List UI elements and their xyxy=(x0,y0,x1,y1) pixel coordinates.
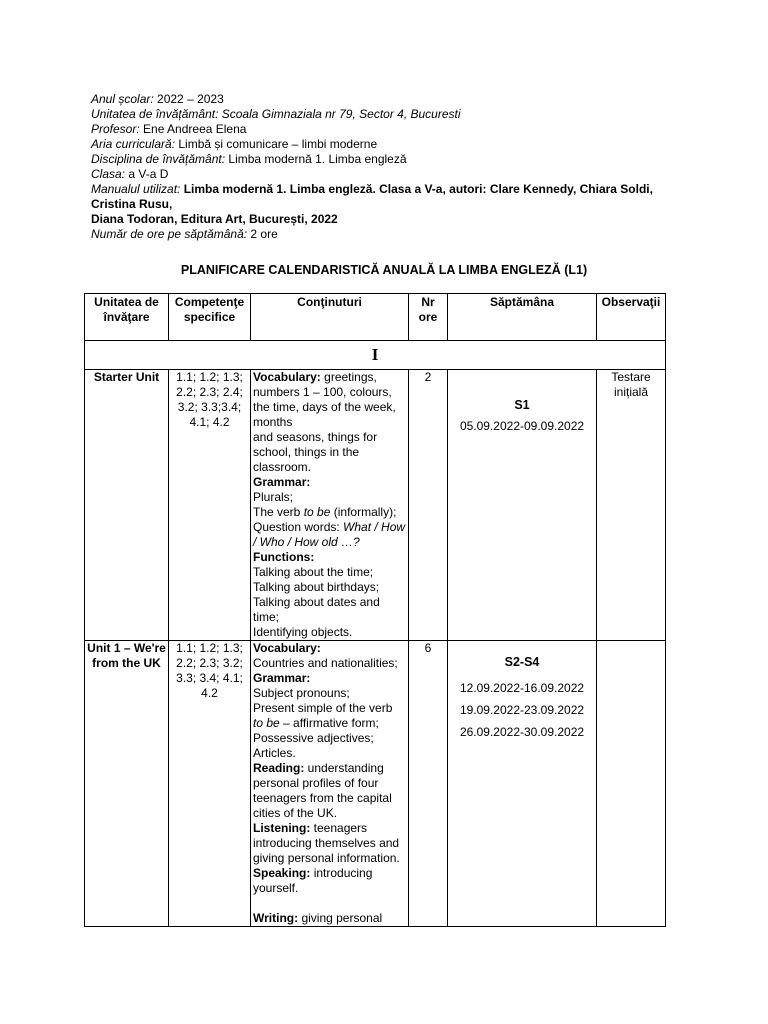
contents-cell: Vocabulary: greetings, numbers 1 – 100, colours, the time, days of the week, months and seasons, things for school, things in the classroom. Grammar: Plurals; The verb to be (informally); Question words: What / How / Who / How old …? Functions: Talking about the time; Talking about birthdays; Talking about dates and time; Identifying objects. xyxy=(251,370,409,641)
meta-discipline: Disciplina de învățământ: Limba modernă 1. Limba engleză xyxy=(91,152,407,166)
week-date: 05.09.2022-09.09.2022 xyxy=(459,419,585,433)
week-label: S2-S4 xyxy=(504,655,540,669)
header-hours: Nr ore xyxy=(409,294,448,341)
unit-name: Unit 1 – We're from the UK xyxy=(85,641,169,927)
meta-textbook-publisher: Diana Todoran, Editura Art, București, 2022 xyxy=(91,212,338,226)
week-date: 19.09.2022-23.09.2022 xyxy=(459,703,585,717)
meta-school-year: Anul școlar: 2022 – 2023 xyxy=(91,92,224,106)
table-row xyxy=(85,370,666,641)
document-metadata xyxy=(91,92,701,242)
meta-teacher: Profesor: Ene Andreea Elena xyxy=(91,122,247,136)
meta-school-unit: Unitatea de învățământ: Scoala Gimnaziala nr 79, Sector 4, Bucuresti xyxy=(91,107,461,121)
semester-row xyxy=(85,341,666,370)
header-unit: Unitatea de învăţare xyxy=(85,294,169,341)
week-date: 26.09.2022-30.09.2022 xyxy=(459,725,585,739)
observations-cell: Testare inițială xyxy=(597,370,666,641)
header-competences: Competenţe specifice xyxy=(169,294,251,341)
header-observations: Observaţii xyxy=(597,294,666,341)
week-date: 12.09.2022-16.09.2022 xyxy=(459,681,585,695)
table-header-row xyxy=(85,294,666,341)
meta-textbook-authors: Cristina Rusu, xyxy=(91,197,173,211)
planning-table xyxy=(84,293,666,927)
observations-cell xyxy=(597,641,666,927)
semester-label: I xyxy=(85,341,666,370)
contents-cell: Vocabulary: Countries and nationalities; Grammar: Subject pronouns; Present simple of the verb to be – affirmative form; Possessive adjectives; Articles. Reading: understanding personal profiles of four teenagers from the capital cities of the UK. Listening: teenagers introducing themselves and giving personal information. Speaking: introducing yourself. Writing: giving personal xyxy=(251,641,409,927)
meta-hours-per-week: Număr de ore pe săptămână: 2 ore xyxy=(91,227,278,241)
unit-name: Starter Unit xyxy=(85,370,169,641)
meta-textbook: Manualul utilizat: Limba modernă 1. Limba engleză. Clasa a V-a, autori: Clare Kennedy, Chiara Soldi, xyxy=(91,182,653,196)
competences-cell: 1.1; 1.2; 1.3; 2.2; 2.3; 2.4; 3.2; 3.3;3.4; 4.1; 4.2 xyxy=(169,370,251,641)
week-cell xyxy=(448,370,597,641)
table-row xyxy=(85,641,666,927)
header-week: Săptămâna xyxy=(448,294,597,341)
header-contents: Conţinuturi xyxy=(251,294,409,341)
hours-cell: 2 xyxy=(409,370,448,641)
meta-class: Clasa: a V-a D xyxy=(91,167,169,181)
hours-cell: 6 xyxy=(409,641,448,927)
page-title: PLANIFICARE CALENDARISTICĂ ANUALĂ LA LIMBA ENGLEZĂ (L1) xyxy=(180,263,588,277)
meta-curricular-area: Aria curriculară: Limbă și comunicare – limbi moderne xyxy=(91,137,378,151)
competences-cell: 1.1; 1.2; 1.3; 2.2; 2.3; 3.2; 3.3; 3.4; 4.1; 4.2 xyxy=(169,641,251,927)
week-cell xyxy=(448,641,597,927)
week-label: S1 xyxy=(514,398,530,412)
